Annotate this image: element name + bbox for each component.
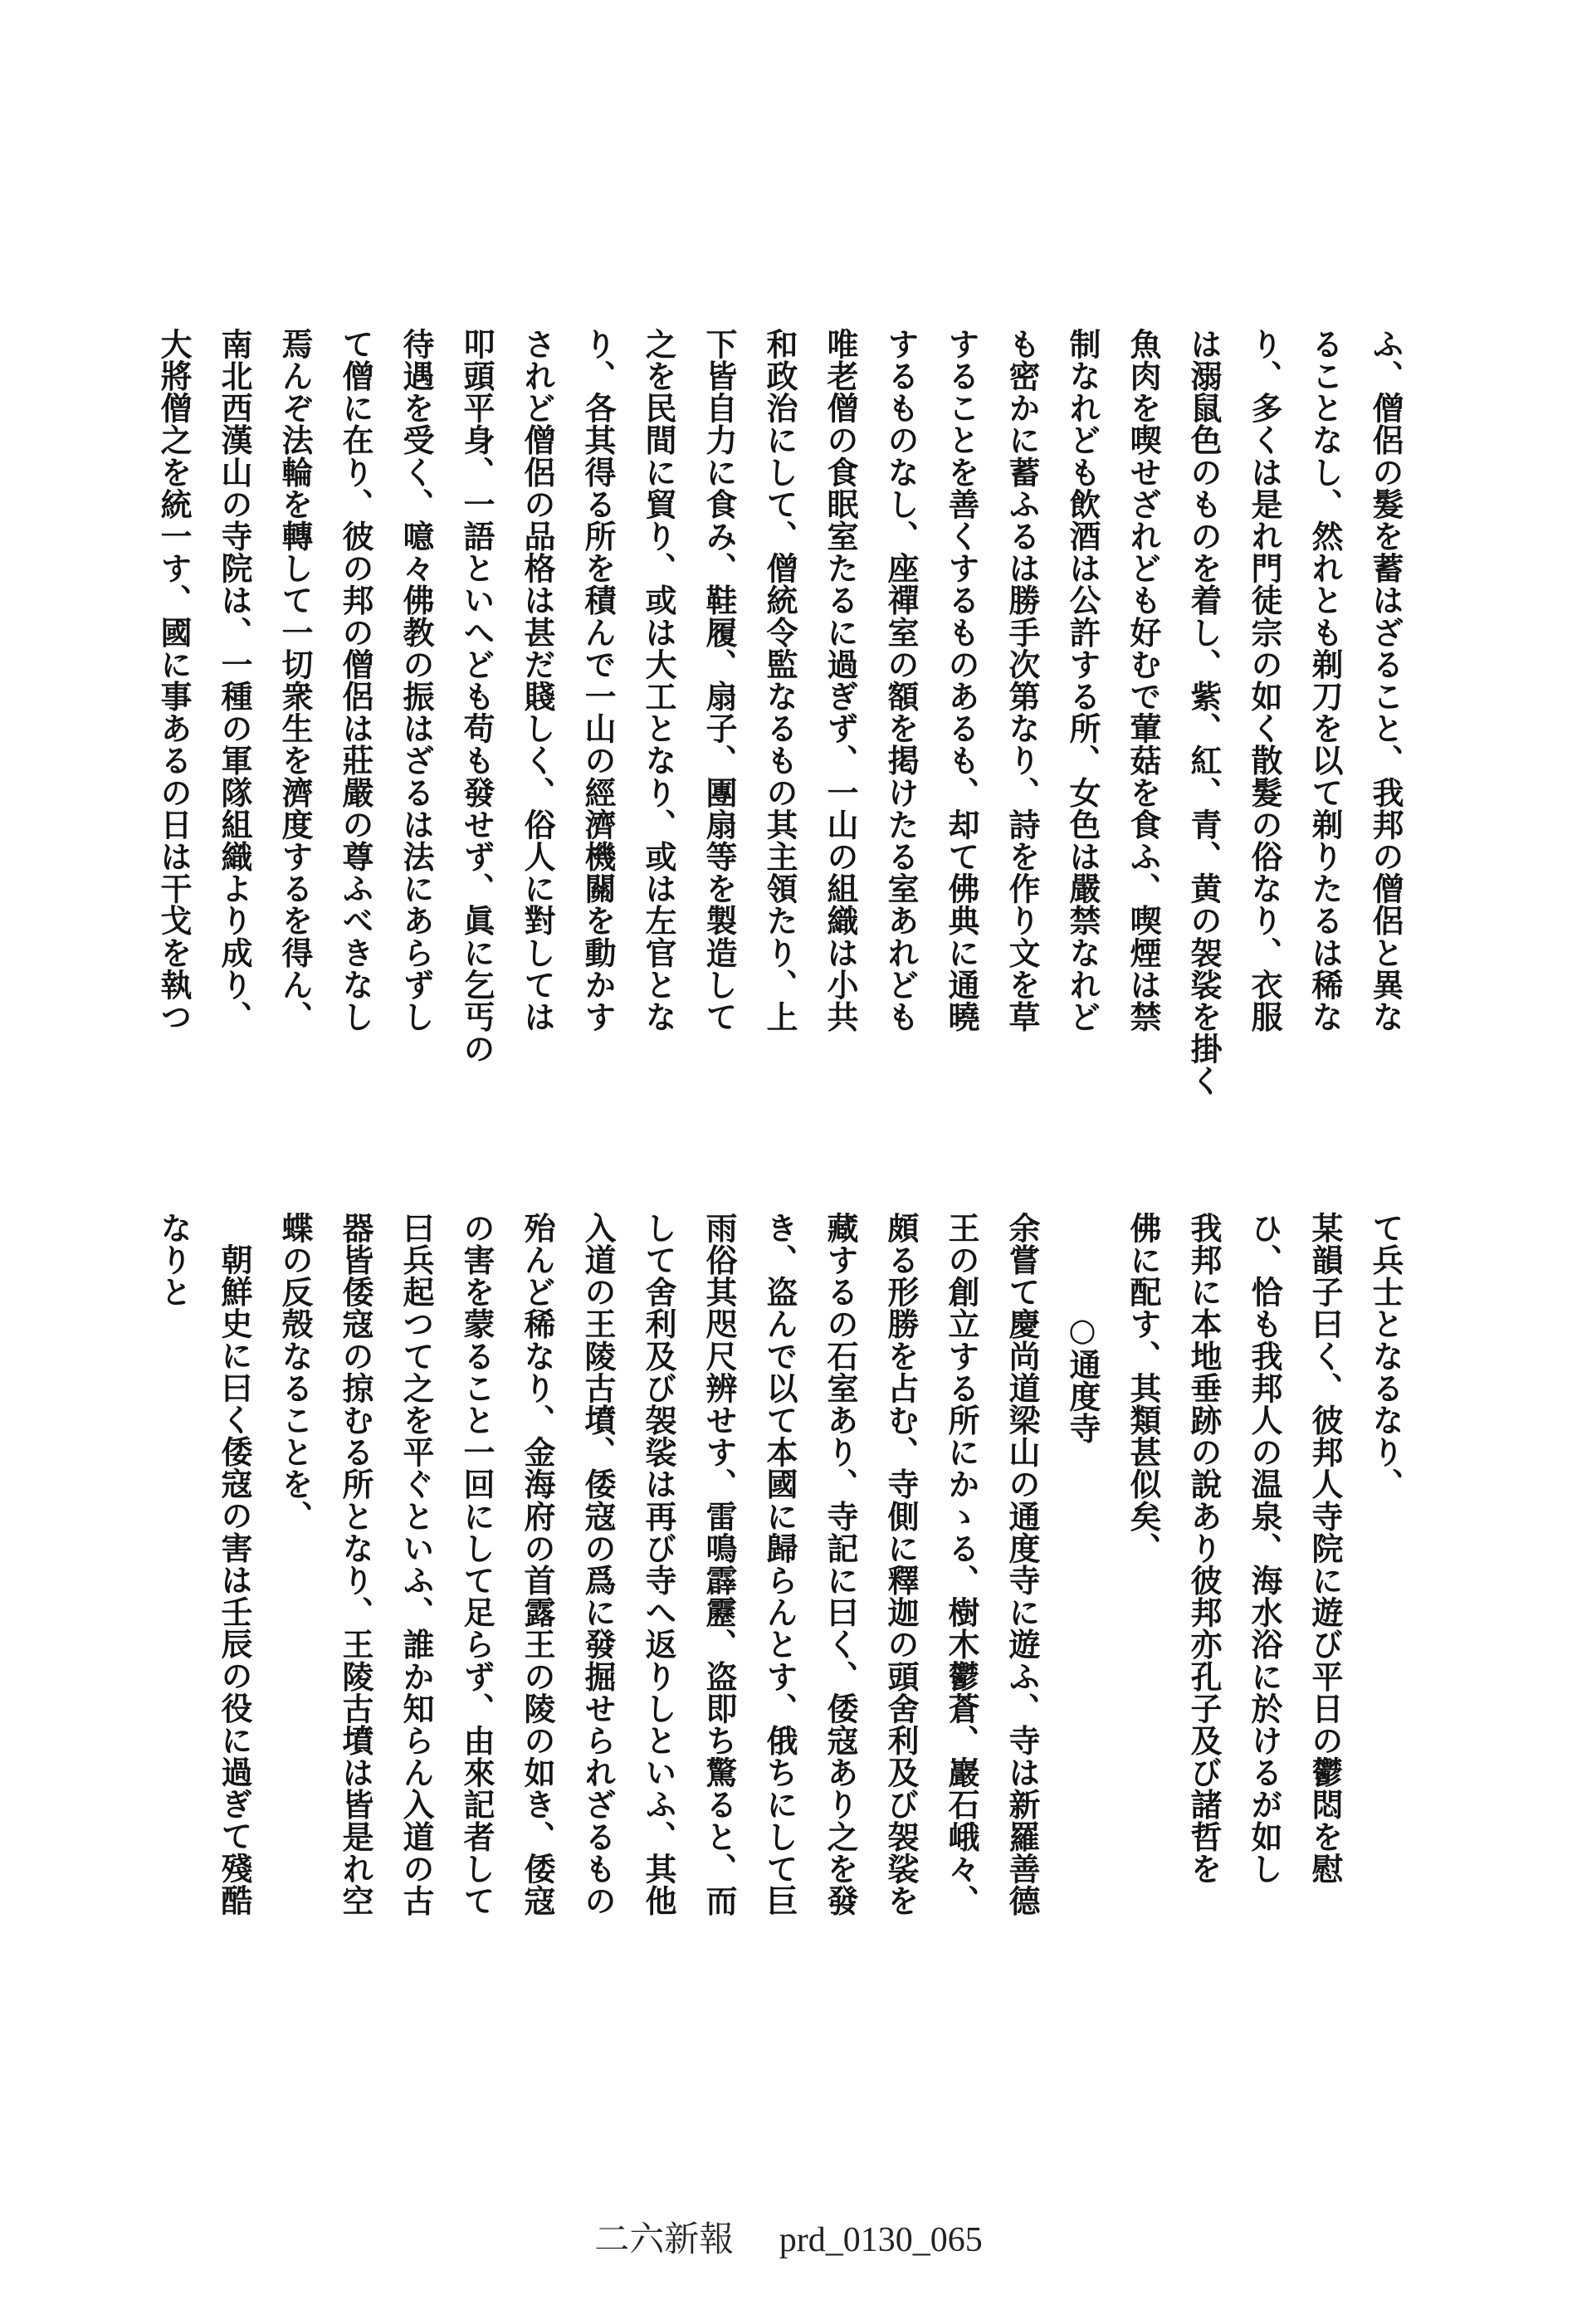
footer-page-id: prd_0130_065: [779, 2221, 983, 2259]
text-column: 佛に配す、其類甚似矣、: [1125, 1212, 1161, 1565]
text-column: 頗る形勝を占む、寺側に釋迦の頭舍利及び袈裟を: [882, 1212, 919, 1917]
text-column: 余嘗て慶尚道梁山の通度寺に遊ふ、寺は新羅善德: [1003, 1212, 1040, 1917]
section-heading: ○通度寺: [1064, 1311, 1101, 1445]
text-column: 蝶の反殻なることを、: [276, 1212, 313, 1532]
text-column: して舍利及び袈裟は再び寺へ返りしといふ、其他: [640, 1212, 676, 1917]
text-column: なりと: [155, 1212, 192, 1308]
text-column: することを善くするものあるも、却て佛典に通曉: [943, 328, 979, 1033]
text-column: 大將僧之を統一す、國に事あるの日は干戈を執つ: [155, 328, 192, 1033]
text-column: 入道の王陵古墳、倭寇の爲に發掘せられざるもの: [579, 1212, 616, 1917]
lower-text-block: [155, 1212, 1415, 2042]
text-column: 器皆倭寇の掠むる所となり、王陵古墳は皆是れ空: [337, 1212, 374, 1917]
text-column: は溺鼠色のものを着し、紫、紅、青、黄の袈裟を掛く: [1185, 328, 1222, 1097]
text-column: も密かに蓄ふるは勝手次第なり、詩を作り文を草: [1003, 328, 1040, 1033]
text-column: 叩頭平身、一語といへども苟も發せず、眞に乞丐の: [458, 328, 495, 1065]
text-column: て僧に在り、彼の邦の僧侶は莊嚴の尊ふべきなし: [337, 328, 374, 1033]
text-column: ひ、恰も我邦人の温泉、海水浴に於けるが如し: [1246, 1212, 1282, 1885]
text-column: り、多くは是れ門徒宗の如く散髮の俗なり、衣服: [1246, 328, 1282, 1033]
text-column: 王の創立する所にかゝる、樹木鬱蒼、巖石峨々、: [943, 1212, 979, 1917]
text-column: 我邦に本地垂跡の說あり彼邦亦孔子及び諸哲を: [1185, 1212, 1222, 1885]
text-column: 待遇を受く、噫々佛教の振はざるは法にあらずし: [398, 328, 434, 1033]
text-column: ることなし、然れとも剃刀を以て剃りたるは稀な: [1306, 328, 1343, 1033]
text-column: 魚肉を喫せざれども好むで葷菇を食ふ、喫煙は禁: [1125, 328, 1161, 1033]
text-column: 曰兵起つて之を平ぐといふ、誰か知らん入道の古: [398, 1212, 434, 1917]
text-column: 殆んど稀なり、金海府の首露王の陵の如き、倭寇: [519, 1212, 555, 1917]
text-column: て兵士となるなり、: [1367, 1212, 1404, 1501]
text-column: 南北西漢山の寺院は、一種の軍隊組織より成り、: [216, 328, 252, 1033]
text-column: 之を民間に貿り、或は大工となり、或は左官とな: [640, 328, 676, 1033]
text-column: 下皆自力に食み、鞋履、扇子、團扇等を製造して: [701, 328, 737, 1033]
text-column: 焉んぞ法輪を轉して一切衆生を濟度するを得ん、: [276, 328, 313, 1033]
text-column: 制なれども飲酒は公許する所、女色は嚴禁なれど: [1064, 328, 1101, 1033]
text-column: の害を蒙ること一回にして足らず、由來記者して: [458, 1212, 495, 1917]
upper-text-block: [155, 328, 1415, 1158]
text-column: 朝鮮史に曰く倭寇の害は壬辰の役に過ぎて殘酷: [216, 1243, 252, 1916]
text-column: 某韻子曰く、彼邦人寺院に遊び平日の鬱悶を慰: [1306, 1212, 1343, 1885]
text-column: 唯老僧の食眠室たるに過ぎず、一山の組織は小共: [822, 328, 858, 1033]
page-footer: [0, 2212, 1577, 2262]
text-column: 藏するの石室あり、寺記に曰く、倭寇あり之を發: [822, 1212, 858, 1917]
text-column: き、盗んで以て本國に歸らんとす、俄ちにして巨: [761, 1212, 798, 1917]
text-column: 和政治にして、僧統令監なるもの其主領たり、上: [761, 328, 798, 1033]
text-column: 雨俗其咫尺辨せす、雷鳴霹靂、盗即ち驚ると、而: [701, 1212, 737, 1917]
text-column: されど僧侶の品格は甚だ賤しく、俗人に對しては: [519, 328, 555, 1033]
text-column: り、各其得る所を積んで一山の經濟機關を動かす: [579, 328, 616, 1033]
text-column: ふ、僧侶の髮を蓄はざること、我邦の僧侶と異な: [1367, 328, 1404, 1033]
text-column: するものなし、座禪室の額を掲けたる室あれども: [882, 328, 919, 1033]
footer-source-label: 二六新報: [594, 2221, 735, 2259]
